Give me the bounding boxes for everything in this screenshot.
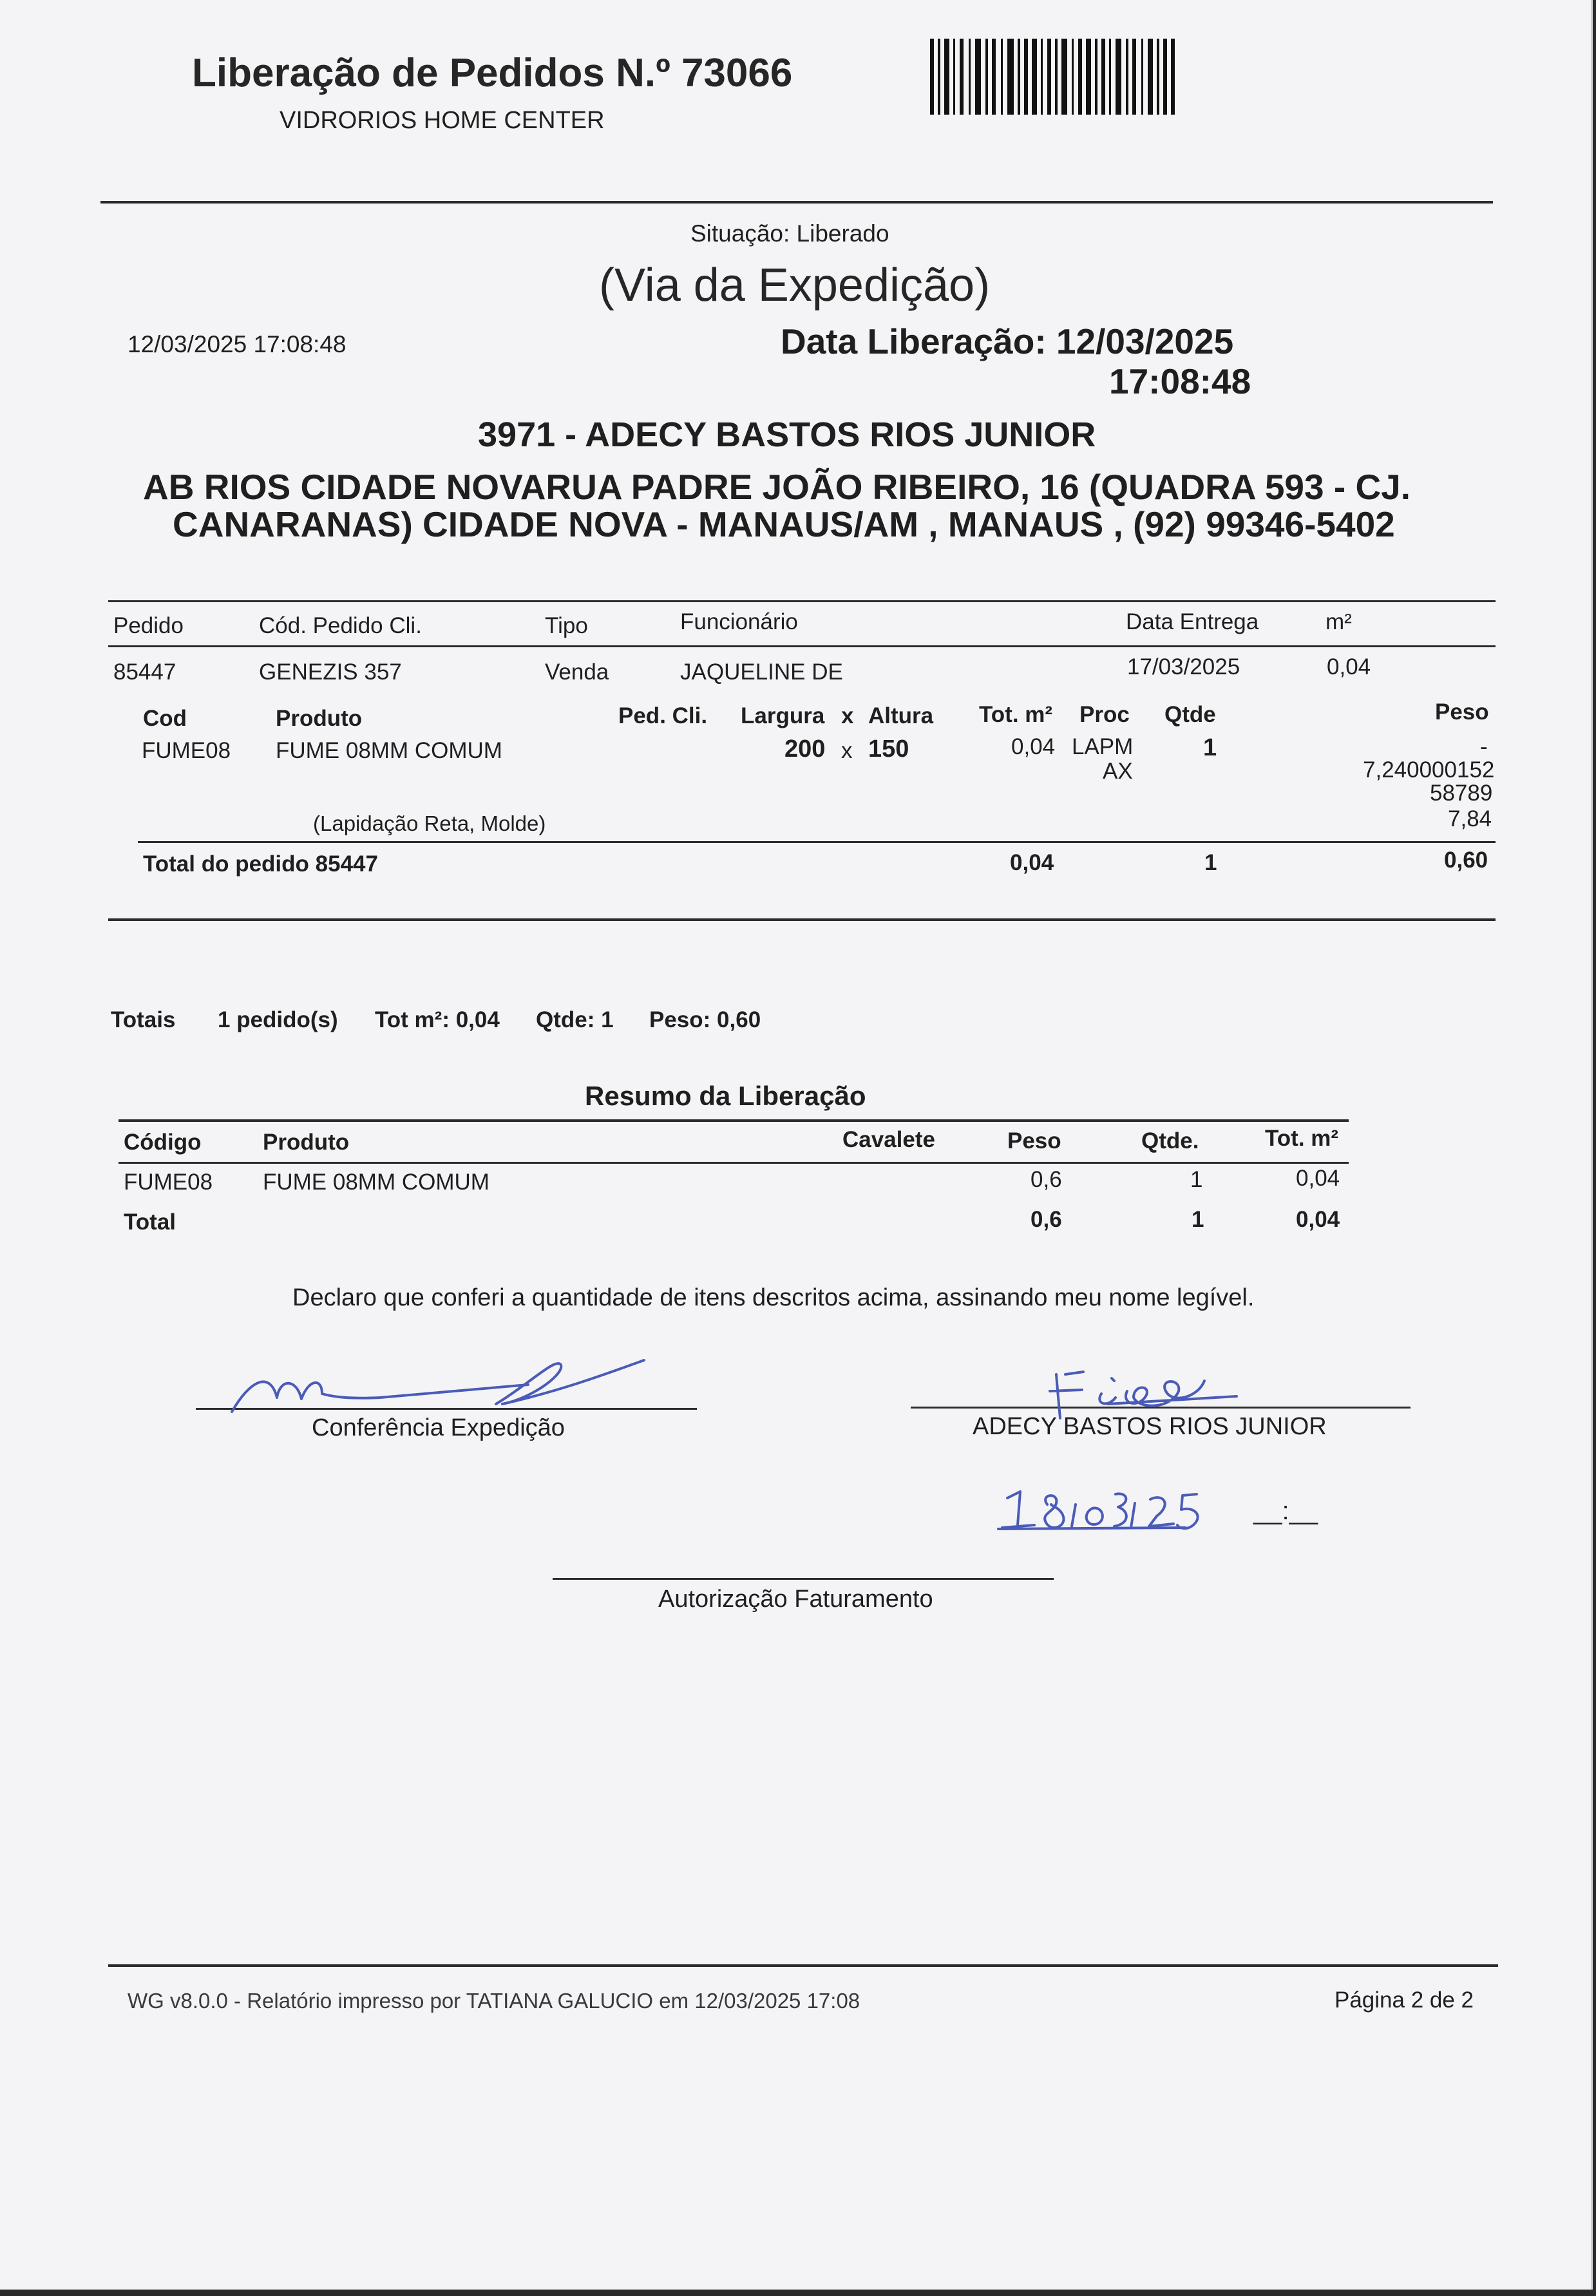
print-timestamp: 12/03/2025 17:08:48 xyxy=(128,331,347,357)
item-peso-line2: 7,240000152 xyxy=(1363,757,1495,783)
items-header-altura: Altura xyxy=(868,703,934,728)
items-header-peso: Peso xyxy=(1435,699,1489,725)
summary-total-tot-m2: 0,04 xyxy=(1296,1207,1340,1232)
items-header-x: x xyxy=(841,703,854,728)
document-title: Liberação de Pedidos N.º 73066 xyxy=(192,51,793,95)
items-header-produto: Produto xyxy=(276,706,363,731)
item-tot-m2: 0,04 xyxy=(1011,734,1056,759)
summary-header-tot-m2: Tot. m² xyxy=(1265,1126,1339,1151)
summary-top-rule xyxy=(119,1119,1349,1122)
summary-total-qtde: 1 xyxy=(1192,1207,1204,1232)
items-header-qtde: Qtde xyxy=(1164,702,1216,727)
order-cell-cod-cli: GENEZIS 357 xyxy=(259,659,402,685)
order-cell-funcionario: JAQUELINE DE xyxy=(680,659,843,685)
summary-cell-tot-m2: 0,04 xyxy=(1296,1166,1340,1191)
signature-line-bottom xyxy=(553,1578,1054,1580)
item-proc-line1: LAPM xyxy=(1072,734,1134,759)
item-qtde: 1 xyxy=(1203,734,1217,761)
order-cell-pedido: 85447 xyxy=(113,659,176,685)
release-date: Data Liberação: 12/03/2025 xyxy=(781,321,1234,361)
time-blank: __:__ xyxy=(1253,1497,1318,1525)
item-peso-line4: 7,84 xyxy=(1448,806,1492,831)
item-peso-line3: 58789 xyxy=(1430,781,1493,806)
order-header-cod-cli: Cód. Pedido Cli. xyxy=(259,613,422,638)
totals-pedidos: 1 pedido(s) xyxy=(218,1007,338,1032)
totals-qtde: Qtde: 1 xyxy=(536,1007,614,1032)
item-cod: FUME08 xyxy=(142,738,231,763)
signature-label-bottom: Autorização Faturamento xyxy=(658,1586,933,1613)
footer-page-number: Página 2 de 2 xyxy=(1335,1988,1474,2013)
client-address-line1: AB RIOS CIDADE NOVARUA PADRE JOÃO RIBEIRO, 16 (QUADRA 593 - CJ. xyxy=(143,467,1411,507)
order-table-bottom-rule xyxy=(108,918,1496,921)
barcode-image xyxy=(930,39,1175,115)
client-address-line2: CANARANAS) CIDADE NOVA - MANAUS/AM , MANAUS , (92) 99346-5402 xyxy=(173,504,1395,544)
order-header-data-entrega: Data Entrega xyxy=(1126,609,1259,634)
declaration-text: Declaro que conferi a quantidade de itens descritos acima, assinando meu nome legível. xyxy=(292,1284,1255,1311)
summary-cell-codigo: FUME08 xyxy=(124,1170,213,1195)
item-peso-line1: - xyxy=(1480,734,1488,759)
order-cell-m2: 0,04 xyxy=(1327,654,1371,679)
summary-header-produto: Produto xyxy=(263,1130,350,1155)
items-header-ped-cli: Ped. Cli. xyxy=(618,703,708,728)
summary-cell-qtde: 1 xyxy=(1190,1167,1203,1192)
order-cell-tipo: Venda xyxy=(545,659,609,685)
order-total-peso: 0,60 xyxy=(1444,848,1488,873)
order-table-header-rule xyxy=(108,645,1496,647)
order-header-tipo: Tipo xyxy=(545,613,588,638)
item-altura: 150 xyxy=(868,735,909,763)
release-time: 17:08:48 xyxy=(1109,361,1251,401)
summary-cell-peso: 0,6 xyxy=(1031,1167,1062,1192)
handwritten-date xyxy=(992,1475,1237,1539)
summary-header-codigo: Código xyxy=(124,1130,202,1155)
situation-status: Situação: Liberado xyxy=(690,220,889,247)
order-header-m2: m² xyxy=(1325,609,1352,634)
summary-cell-produto: FUME 08MM COMUM xyxy=(263,1170,489,1195)
summary-title: Resumo da Liberação xyxy=(585,1081,866,1111)
summary-total-peso: 0,6 xyxy=(1031,1207,1062,1232)
items-header-tot-m2: Tot. m² xyxy=(979,702,1053,727)
items-header-largura: Largura xyxy=(741,703,825,728)
items-header-proc: Proc xyxy=(1079,702,1130,727)
items-total-rule xyxy=(138,841,1496,843)
header-divider xyxy=(100,201,1493,204)
summary-header-rule xyxy=(119,1162,1349,1164)
order-table-top-rule xyxy=(108,600,1496,602)
totals-m2: Tot m²: 0,04 xyxy=(375,1007,500,1032)
signature-label-right: ADECY BASTOS RIOS JUNIOR xyxy=(973,1413,1327,1440)
client-name: 3971 - ADECY BASTOS RIOS JUNIOR xyxy=(478,415,1096,454)
footer-rule xyxy=(108,1964,1498,1967)
summary-total-label: Total xyxy=(124,1210,176,1235)
company-name: VIDRORIOS HOME CENTER xyxy=(280,107,605,134)
totals-label: Totais xyxy=(111,1007,176,1032)
order-header-funcionario: Funcionário xyxy=(680,609,798,634)
order-header-pedido: Pedido xyxy=(113,613,184,638)
item-x: x xyxy=(841,738,853,763)
footer-left-text: WG v8.0.0 - Relatório impresso por TATIANA GALUCIO em 12/03/2025 17:08 xyxy=(128,1989,860,2013)
items-header-cod: Cod xyxy=(143,706,187,731)
signature-label-left: Conferência Expedição xyxy=(312,1414,565,1441)
order-total-label: Total do pedido 85447 xyxy=(143,851,378,877)
item-produto: FUME 08MM COMUM xyxy=(276,738,502,763)
totals-peso: Peso: 0,60 xyxy=(649,1007,761,1032)
summary-header-peso: Peso xyxy=(1007,1128,1061,1153)
conference-signature xyxy=(225,1352,676,1423)
order-total-m2: 0,04 xyxy=(1010,850,1054,875)
summary-header-cavalete: Cavalete xyxy=(842,1127,935,1152)
item-processing-note: (Lapidação Reta, Molde) xyxy=(313,811,546,835)
summary-header-qtde: Qtde. xyxy=(1141,1128,1199,1153)
item-largura: 200 xyxy=(784,735,826,763)
item-proc-line2: AX xyxy=(1103,759,1133,784)
order-total-qtde: 1 xyxy=(1204,850,1217,875)
order-cell-data-entrega: 17/03/2025 xyxy=(1127,654,1240,679)
via-title: (Via da Expedição) xyxy=(599,260,991,311)
